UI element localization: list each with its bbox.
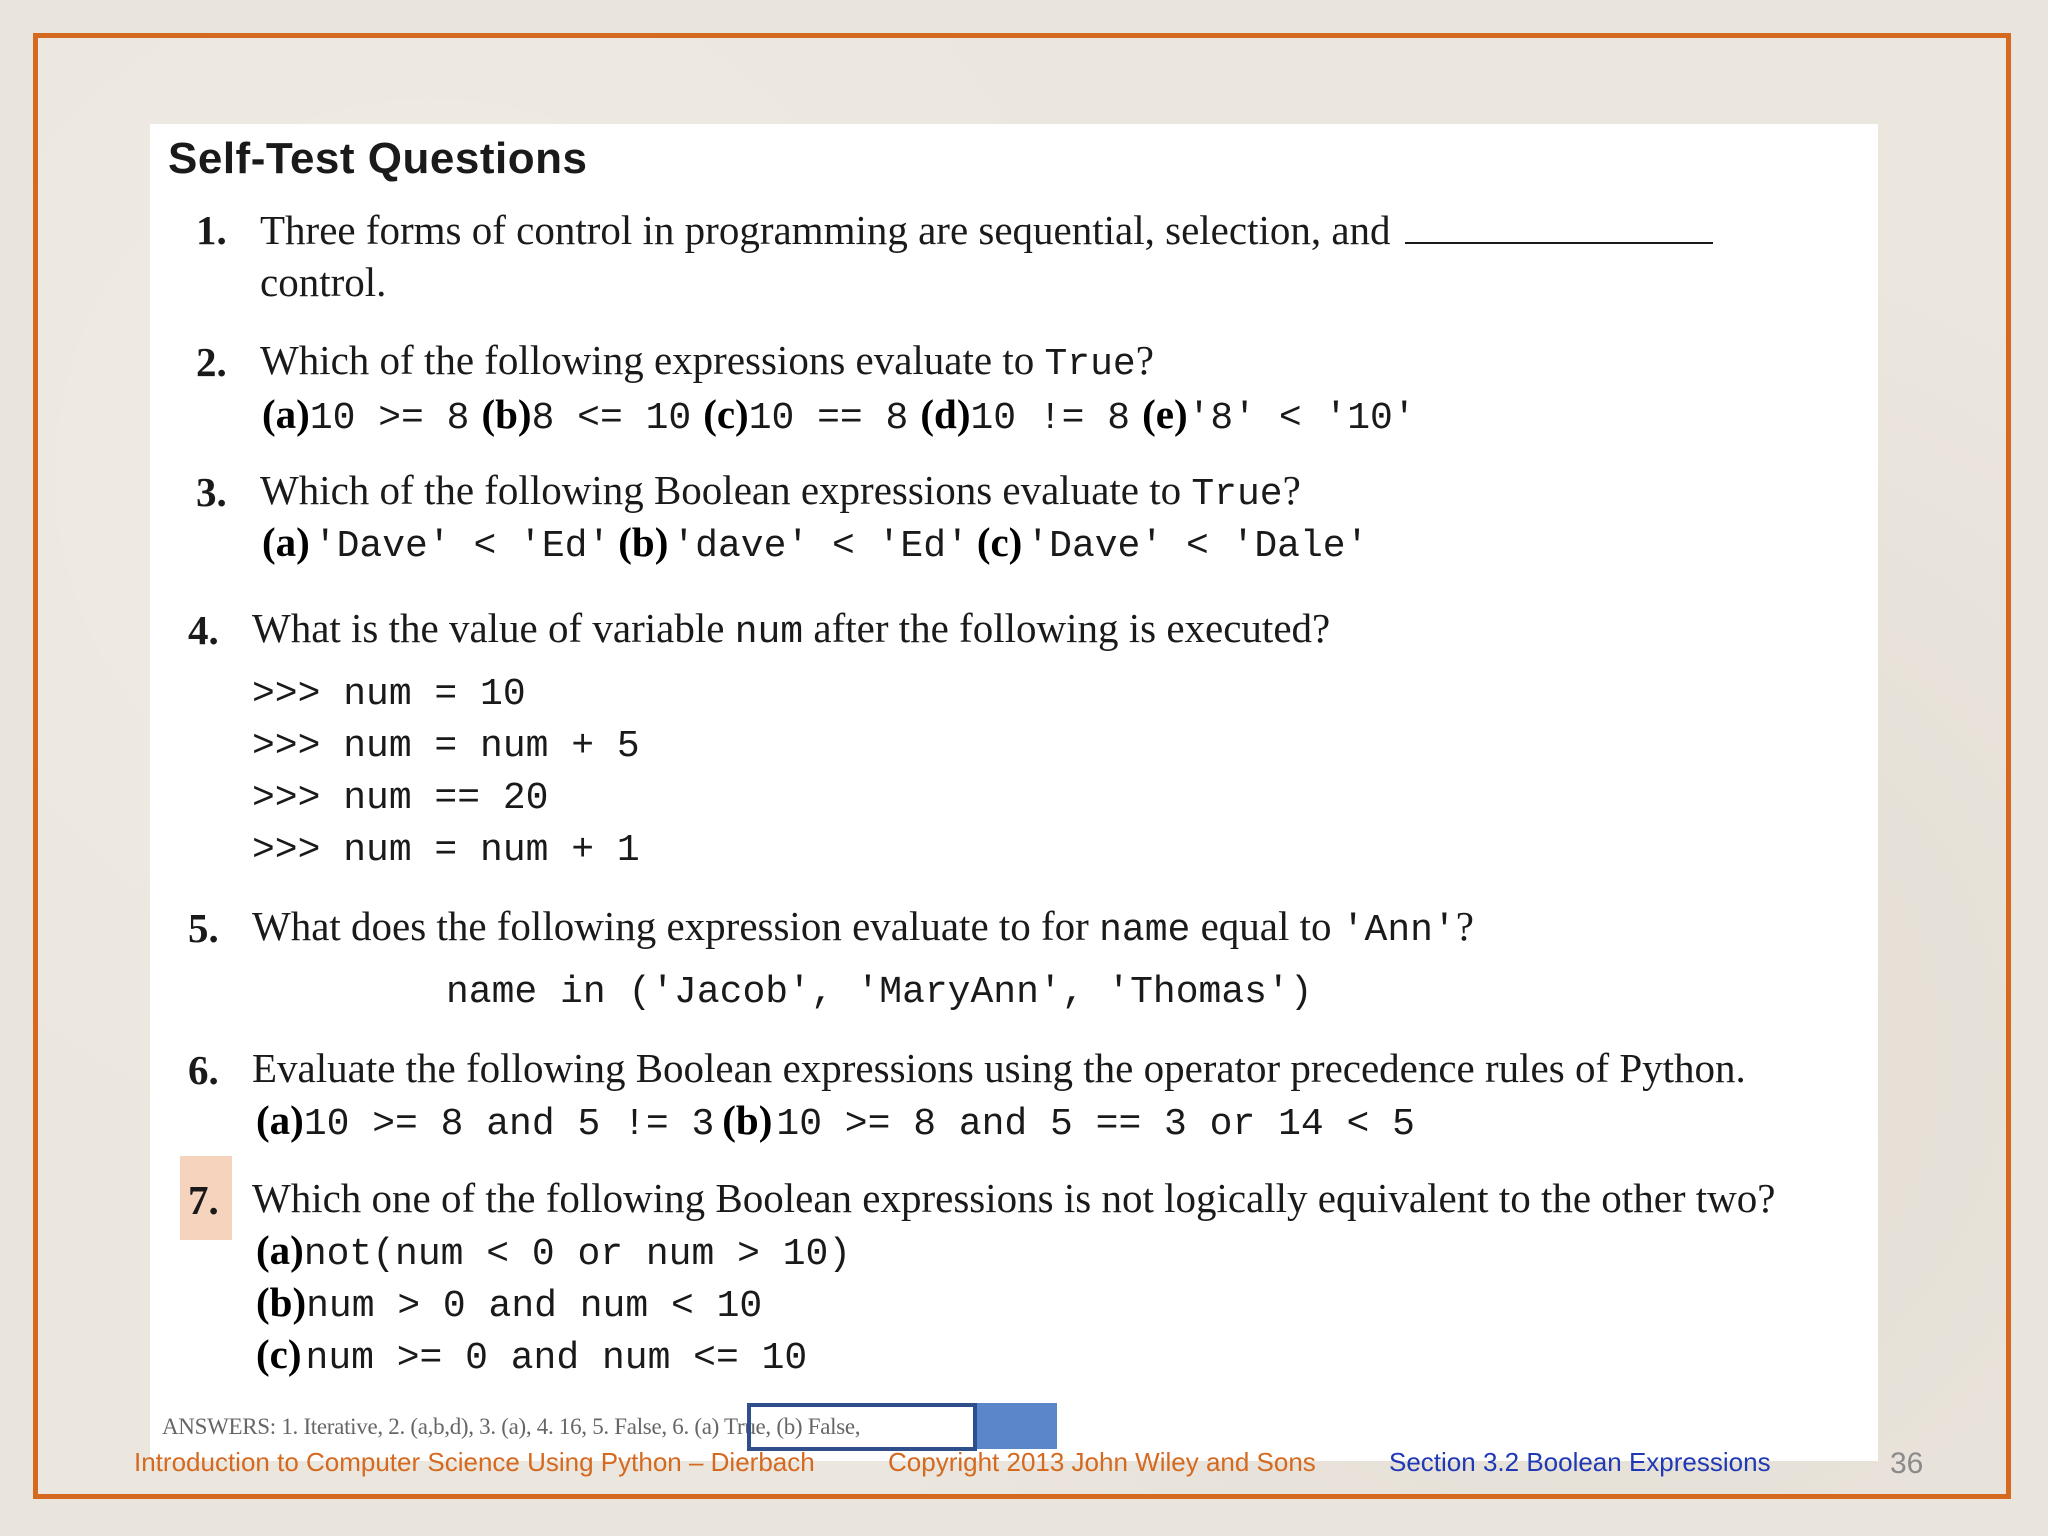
question-number: 1. <box>196 207 227 253</box>
page-number: 36 <box>1890 1447 1924 1480</box>
question-3-options: (a) 'Dave' < 'Ed' (b) 'dave' < 'Ed' (c) 'Dave' < 'Dale' <box>262 519 1369 568</box>
question-number: 5. <box>188 905 219 951</box>
page-title: Self-Test Questions <box>168 134 588 183</box>
question-3-text: Which of the following Boolean expressions evaluate to True? <box>260 467 1301 516</box>
question-number: 7. <box>188 1177 219 1223</box>
answer-cover-block <box>977 1403 1057 1449</box>
footer-copyright: Copyright 2013 John Wiley and Sons <box>888 1447 1316 1477</box>
question-2-text: Which of the following expressions evaluate to True? <box>260 337 1154 386</box>
answer-blank <box>1405 212 1713 244</box>
question-7-option-b: (b)num > 0 and num < 10 <box>256 1279 763 1328</box>
question-7-option-c: (c) num >= 0 and num <= 10 <box>256 1331 808 1380</box>
question-7-text: Which one of the following Boolean expressions is not logically equivalent to the other two? <box>252 1175 1776 1221</box>
code-line: >>> num = num + 5 <box>252 725 640 768</box>
answer-highlight-box <box>747 1403 977 1451</box>
code-line: >>> num = num + 1 <box>252 829 640 872</box>
question-7-option-a: (a)not(num < 0 or num > 10) <box>256 1227 852 1276</box>
question-4-text: What is the value of variable num after the following is executed? <box>252 605 1331 654</box>
code-line: >>> num == 20 <box>252 777 549 820</box>
question-1-line: Three forms of control in programming are sequential, selection, and <box>260 207 1391 253</box>
code-line: >>> num = 10 <box>252 673 526 716</box>
question-1-line2: control. <box>260 259 387 305</box>
question-1-text <box>260 207 1713 253</box>
question-number: 4. <box>188 607 219 653</box>
question-5-text: What does the following expression evaluate to for name equal to 'Ann'? <box>252 903 1474 952</box>
footer-section: Section 3.2 Boolean Expressions <box>1389 1447 1771 1477</box>
question-number: 3. <box>196 469 227 515</box>
question-6-options: (a)10 >= 8 and 5 != 3 (b) 10 >= 8 and 5 == 3 or 14 < 5 <box>256 1097 1415 1146</box>
answers-line: ANSWERS: 1. Iterative, 2. (a,b,d), 3. (a), 4. 16, 5. False, 6. (a) True, (b) False, <box>162 1414 861 1439</box>
question-number: 6. <box>188 1047 219 1093</box>
code-line: name in ('Jacob', 'MaryAnn', 'Thomas') <box>446 971 1313 1014</box>
question-2-options: (a)10 >= 8 (b)8 <= 10 (c)10 == 8 (d)10 != 8 (e)'8' < '10' <box>262 391 1416 440</box>
footer-book-title: Introduction to Computer Science Using Python – Dierbach <box>134 1447 815 1477</box>
question-number: 2. <box>196 339 227 385</box>
question-6-text: Evaluate the following Boolean expressions using the operator precedence rules of Python. <box>252 1045 1746 1091</box>
